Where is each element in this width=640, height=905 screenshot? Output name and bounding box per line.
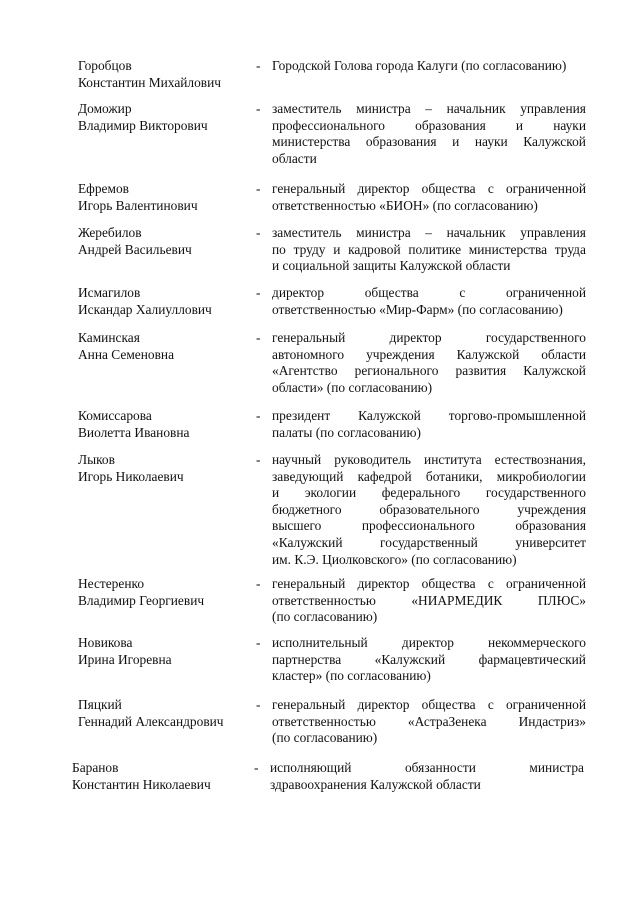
position-line: (по согласованию) (272, 609, 378, 625)
member-given-names: Виолетта Ивановна (78, 424, 190, 440)
member-name (78, 635, 253, 668)
member-given-names: Искандар Халиуллович (78, 301, 212, 317)
dash-separator: - (256, 101, 261, 116)
position-line: заместитель министра – начальник управления (272, 101, 586, 116)
position-line: генеральный директор общества с ограниченной (272, 181, 586, 196)
position-line: ответственностью «АстраЗенека Индастриз» (272, 713, 586, 729)
member-given-names: Анна Семеновна (78, 346, 175, 362)
member-name (78, 576, 253, 609)
member-name (78, 225, 253, 258)
position-line: генеральный директор общества с ограниченной (272, 697, 586, 712)
position-line: министерства образования и науки Калужской (272, 134, 586, 150)
member-name (78, 101, 253, 134)
member-position (272, 452, 586, 568)
dash-separator: - (256, 408, 261, 423)
position-line: Городской Голова города Калуги (по согласованию) (272, 58, 567, 73)
position-line: высшего профессионального образования (272, 518, 586, 534)
position-line: «Калужский государственный университет (272, 534, 586, 550)
dash-separator: - (256, 285, 261, 300)
member-surname: Пяцкий (78, 697, 122, 712)
member-surname: Новикова (78, 635, 133, 650)
member-position (272, 576, 586, 626)
position-line: научный руководитель института естествознания, (272, 452, 586, 467)
position-line: здравоохранения Калужской области (270, 776, 481, 792)
position-line: и экологии федерального государственного (272, 485, 586, 501)
member-position (272, 330, 586, 396)
member-given-names: Геннадий Александрович (78, 713, 224, 729)
member-given-names: Игорь Николаевич (78, 468, 184, 484)
member-given-names: Ирина Игоревна (78, 651, 172, 667)
position-line: «Агентство регионального развития Калужской (272, 363, 586, 379)
member-surname: Нестеренко (78, 576, 145, 591)
position-line: генеральный директор общества с ограниченной (272, 576, 586, 591)
member-name (78, 452, 253, 485)
member-position (272, 285, 586, 318)
position-line: им. К.Э. Циолковского» (по согласованию) (272, 551, 517, 567)
position-line: области (272, 150, 317, 166)
position-line: по труду и кадровой политике министерства труда (272, 241, 586, 257)
member-given-names: Игорь Валентинович (78, 197, 198, 213)
position-line: заведующий кафедрой ботаники, микробиологии (272, 468, 586, 484)
member-position (272, 635, 586, 685)
member-position (270, 760, 584, 793)
position-line: автономного учреждения Калужской области (272, 346, 586, 362)
position-line: кластер» (по согласованию) (272, 668, 431, 684)
dash-separator: - (256, 635, 261, 650)
member-position (272, 181, 586, 214)
position-line: ответственностью «НИАРМЕДИК ПЛЮС» (272, 592, 586, 608)
member-surname: Исмагилов (78, 285, 141, 300)
member-given-names: Андрей Васильевич (78, 241, 192, 257)
position-line: палаты (по согласованию) (272, 424, 421, 440)
position-line: директор общества с ограниченной (272, 285, 586, 300)
member-name (72, 760, 247, 793)
member-surname: Ефремов (78, 181, 129, 196)
member-position (272, 225, 586, 275)
dash-separator: - (256, 330, 261, 345)
dash-separator: - (256, 576, 261, 591)
member-surname: Горобцов (78, 58, 132, 73)
member-surname: Комиссарова (78, 408, 152, 423)
position-line: исполняющий обязанности министра (270, 760, 584, 775)
member-given-names: Константин Николаевич (72, 776, 211, 792)
dash-separator: - (256, 697, 261, 712)
member-given-names: Владимир Георгиевич (78, 592, 205, 608)
position-line: президент Калужской торгово-промышленной (272, 408, 586, 423)
member-name (78, 58, 253, 91)
member-position (272, 101, 586, 167)
dash-separator: - (256, 225, 261, 240)
position-line: ответственностью «БИОН» (по согласованию) (272, 197, 538, 213)
dash-separator: - (256, 58, 261, 73)
position-line: исполнительный директор некоммерческого (272, 635, 586, 650)
member-name (78, 330, 253, 363)
member-position (272, 408, 586, 441)
position-line: (по согласованию) (272, 730, 378, 746)
member-given-names: Константин Михайлович (78, 74, 222, 90)
member-position (272, 697, 586, 747)
dash-separator: - (254, 760, 259, 775)
position-line: генеральный директор государственного (272, 330, 586, 345)
member-name (78, 181, 253, 214)
member-surname: Доможир (78, 101, 132, 116)
member-name (78, 697, 253, 730)
member-surname: Жеребилов (78, 225, 142, 240)
dash-separator: - (256, 181, 261, 196)
position-line: профессионального образования и науки (272, 117, 586, 133)
position-line: области» (по согласованию) (272, 379, 433, 395)
dash-separator: - (256, 452, 261, 467)
position-line: и социальной защиты Калужской области (272, 258, 511, 274)
member-name (78, 408, 253, 441)
position-line: заместитель министра – начальник управления (272, 225, 586, 240)
member-position (272, 58, 586, 75)
member-name (78, 285, 253, 318)
member-surname: Лыков (78, 452, 115, 467)
member-surname: Баранов (72, 760, 119, 775)
position-line: ответственностью «Мир-Фарм» (по согласованию) (272, 301, 563, 317)
member-surname: Каминская (78, 330, 140, 345)
position-line: бюджетного образовательного учреждения (272, 501, 586, 517)
member-given-names: Владимир Викторович (78, 117, 208, 133)
position-line: партнерства «Калужский фармацевтический (272, 651, 586, 667)
